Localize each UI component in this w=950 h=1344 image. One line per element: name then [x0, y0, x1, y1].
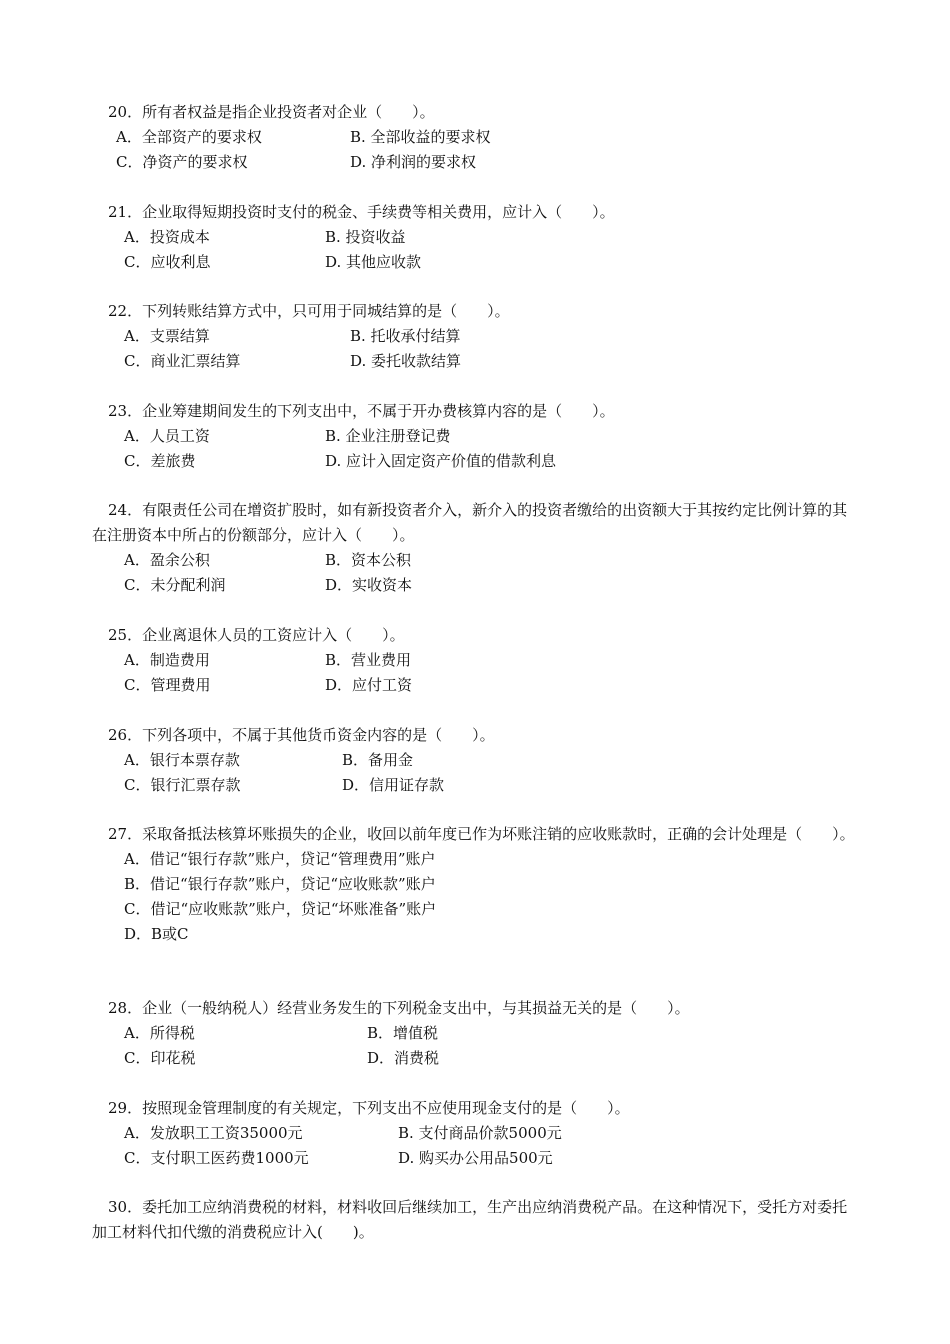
option-a: A．所得税	[124, 1024, 195, 1042]
option-a: A．银行本票存款	[124, 751, 240, 769]
question-21	[92, 200, 862, 275]
option-a: A．全部资产的要求权	[116, 128, 262, 146]
option-a: A．人员工资	[124, 427, 210, 445]
option-d: D．B或C	[124, 925, 189, 943]
option-a: A．借记“银行存款”账户，贷记“管理费用”账户	[124, 850, 436, 868]
option-c: C．支付职工医药费1000元	[124, 1149, 309, 1167]
option-c: C．银行汇票存款	[124, 776, 241, 794]
question-25	[92, 623, 862, 698]
question-26	[92, 723, 862, 798]
option-b: B．增值税	[367, 1024, 439, 1042]
option-a: A．发放职工工资35000元	[124, 1124, 303, 1142]
question-stem: 22．下列转账结算方式中，只可用于同城结算的是（ ）。	[108, 302, 510, 320]
question-stem: 29．按照现金管理制度的有关规定，下列支出不应使用现金支付的是（ ）。	[108, 1099, 630, 1117]
question-30	[92, 1195, 862, 1245]
question-27	[92, 822, 862, 947]
option-d: D. 应计入固定资产价值的借款利息	[325, 452, 557, 470]
option-d: D．信用证存款	[342, 776, 445, 794]
option-d: D. 购买办公用品500元	[398, 1149, 553, 1167]
question-29	[92, 1096, 862, 1171]
option-a: A．支票结算	[124, 327, 210, 345]
option-d: D．消费税	[367, 1049, 440, 1067]
option-b: B．备用金	[342, 751, 414, 769]
option-b: B．营业费用	[325, 651, 412, 669]
option-b: B. 全部收益的要求权	[350, 128, 491, 146]
question-stem: 20．所有者权益是指企业投资者对企业（ ）。	[108, 103, 435, 121]
option-b: B．资本公积	[325, 551, 412, 569]
option-b: B. 支付商品价款5000元	[398, 1124, 562, 1142]
option-d: D. 其他应收款	[325, 253, 422, 271]
option-a: A．制造费用	[124, 651, 210, 669]
question-stem: 23．企业筹建期间发生的下列支出中，不属于开办费核算内容的是（ ）。	[108, 402, 615, 420]
option-d: D. 净利润的要求权	[350, 153, 477, 171]
question-28	[92, 996, 862, 1071]
question-24	[92, 498, 862, 598]
question-stem: 25．企业离退休人员的工资应计入（ ）。	[108, 626, 405, 644]
option-a: A．投资成本	[124, 228, 210, 246]
option-c: C．借记“应收账款”账户，贷记“坏账准备”账户	[124, 900, 437, 918]
question-stem: 21．企业取得短期投资时支付的税金、手续费等相关费用，应计入（ ）。	[108, 203, 615, 221]
option-b: B. 企业注册登记费	[325, 427, 451, 445]
question-23	[92, 399, 862, 474]
option-a: A．盈余公积	[124, 551, 210, 569]
option-b: B．借记“银行存款”账户，贷记“应收账款”账户	[124, 875, 436, 893]
option-d: D．实收资本	[325, 576, 413, 594]
question-stem: 28．企业（一般纳税人）经营业务发生的下列税金支出中，与其损益无关的是（ ）。	[108, 999, 690, 1017]
option-c: C．未分配利润	[124, 576, 226, 594]
question-stem: 24．有限责任公司在增资扩股时，如有新投资者介入，新介入的投资者缴给的出资额大于其按约定比例计算的其在注册资本中所占的份额部分，应计入（ ）。	[92, 501, 848, 544]
question-stem: 26．下列各项中，不属于其他货币资金内容的是（ ）。	[108, 726, 495, 744]
option-b: B. 投资收益	[325, 228, 406, 246]
option-c: C．应收利息	[124, 253, 211, 271]
option-d: D．应付工资	[325, 676, 413, 694]
option-d: D. 委托收款结算	[350, 352, 462, 370]
option-c: C．差旅费	[124, 452, 196, 470]
option-c: C．商业汇票结算	[124, 352, 241, 370]
question-20	[92, 100, 862, 175]
option-c: C．净资产的要求权	[116, 153, 248, 171]
question-22	[92, 299, 862, 374]
option-c: C．管理费用	[124, 676, 211, 694]
option-c: C．印花税	[124, 1049, 196, 1067]
option-b: B. 托收承付结算	[350, 327, 461, 345]
question-stem: 30．委托加工应纳消费税的材料，材料收回后继续加工，生产出应纳消费税产品。在这种情况下，受托方对委托加工材料代扣代缴的消费税应计入( )。	[92, 1198, 848, 1241]
question-stem: 27．采取备抵法核算坏账损失的企业，收回以前年度已作为坏账注销的应收账款时，正确的会计处理是（ ）。	[108, 825, 855, 843]
